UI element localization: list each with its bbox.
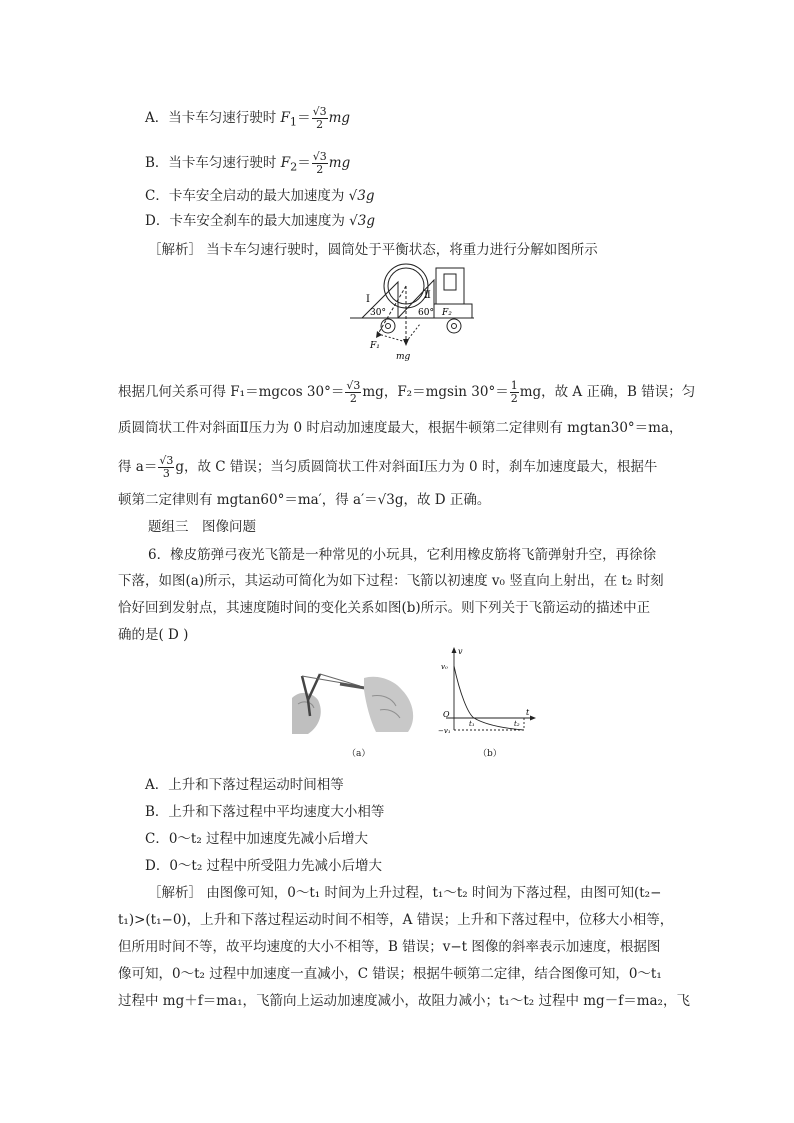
q5-analysis-intro: ［解析］ 当卡车匀速行驶时，圆筒处于平衡状态，将重力进行分解如图所示 xyxy=(148,242,598,258)
q6-analysis-line4: 像可知，0～t₂ 过程中加速度一直减小，C 错误；根据牛顿第二定律，结合图像可知，0～t₁ xyxy=(118,966,662,982)
option-a-text: A．当卡车匀速行驶时 xyxy=(145,110,281,126)
q5-analysis-line4: 顿第二定律则有 mgtan60°＝ma′，得 a′＝√3g，故 D 正确。 xyxy=(118,492,491,508)
option-b-var: F xyxy=(280,155,291,171)
q6-line3: 恰好回到发射点，其速度随时间的变化关系如图(b)所示。则下列关于飞箭运动的描述中正 xyxy=(118,600,651,616)
label-t1: t₁ xyxy=(469,720,475,728)
option-a-var: F xyxy=(280,110,290,126)
label-v0: v₀ xyxy=(441,663,448,671)
truck-cab xyxy=(436,268,464,304)
truck-front xyxy=(434,304,472,318)
cab-window xyxy=(444,274,456,290)
q5-analysis-line2: 质圆筒状工件对斜面Ⅱ压力为 0 时启动加速度最大，根据牛顿第二定律则有 mgtan30°＝ma， xyxy=(118,420,683,436)
q6-option-a: A．上升和下落过程运动时间相等 xyxy=(145,777,344,793)
q6-analysis-line3: 但所用时间不等，故平均速度的大小不相等，B 错误；v−t 图像的斜率表示加速度，根据图 xyxy=(118,939,661,955)
label-incline-I: Ⅰ xyxy=(366,294,370,305)
option-a-mg: mg xyxy=(328,110,351,126)
label-t: t xyxy=(526,708,530,717)
f1-arrow-icon xyxy=(376,331,382,338)
label-f1: F₁ xyxy=(370,341,380,351)
q6-analysis-line5: 过程中 mg＋f＝ma₁，飞箭向上运动加速度减小，故阻力减小；t₁～t₂ 过程中 mg－f＝ma₂，飞 xyxy=(118,993,690,1009)
option-c: C．卡车安全启动的最大加速度为 √3g xyxy=(145,188,375,204)
option-a-eq: ＝ xyxy=(297,110,311,126)
mg-arrow-icon xyxy=(403,339,409,346)
angle-60: 60° xyxy=(418,308,434,318)
q5-analysis-line3: 得 a＝ $\frac{√3}{3}$ g，故 C 错误；当匀质圆筒状工件对斜面Ⅰ压力为 0 时，刹车加速度最大，根据牛 xyxy=(118,454,658,480)
label-mg: mg xyxy=(396,352,411,362)
option-b-sub: 2 xyxy=(290,160,298,174)
slingshot-photo xyxy=(290,660,430,738)
label-t2: t₂ xyxy=(514,720,520,728)
caption-b: （b） xyxy=(478,749,502,759)
q6-option-c: C．0～t₂ 过程中加速度先减小后增大 xyxy=(145,831,369,847)
option-a-fraction: $\frac{√3}{2}$ xyxy=(312,105,327,131)
option-b-eq: ＝ xyxy=(297,155,311,171)
option-d-math: √3g xyxy=(349,213,375,229)
label-neg-v1: −v₁ xyxy=(438,727,451,735)
option-b-mg: mg xyxy=(328,155,351,171)
v-t-graph xyxy=(436,644,536,740)
option-d: D．卡车安全刹车的最大加速度为 √3g xyxy=(145,213,375,229)
label-origin: O xyxy=(443,710,450,719)
label-incline-II: Ⅱ xyxy=(424,290,431,301)
caption-a: （a） xyxy=(347,749,371,759)
frac-sqrt3-over-2: $\frac{√3}{2}$ xyxy=(346,379,361,405)
option-c-math: √3g xyxy=(348,188,375,204)
q6-analysis-line2: t₁)>(t₁−0)，上升和下落过程运动时间不相等，A 错误；上升和下落过程中，位移大小相等， xyxy=(118,912,674,928)
q6-line1: 6．橡皮筋弹弓夜光飞箭是一种常见的小玩具，它利用橡皮筋将飞箭弹射升空，再徐徐 xyxy=(148,547,657,563)
option-b xyxy=(145,151,350,178)
section-title: 题组三 图像问题 xyxy=(148,519,256,535)
front-wheel xyxy=(447,319,461,333)
q6-line2: 下落，如图(a)所示，其运动可简化为如下过程：飞箭以初速度 v₀ 竖直向上射出，在 t₂ 时刻 xyxy=(118,573,664,589)
frac-sqrt3-over-3: $\frac{√3}{3}$ xyxy=(159,454,174,480)
q6-analysis-line1: ［解析］ 由图像可知，0～t₁ 时间为上升过程，t₁～t₂ 时间为下落过程，由图可知(t₂− xyxy=(148,885,662,901)
label-v: v xyxy=(458,647,463,656)
t-axis-arrow-icon xyxy=(530,716,536,721)
truck-force-diagram xyxy=(348,262,476,364)
q6-line4: 确的是( D ) xyxy=(118,627,189,643)
angle-30: 30° xyxy=(370,308,386,318)
option-b-text: B．当卡车匀速行驶时 xyxy=(145,155,281,171)
q5-analysis-line1: 根据几何关系可得 F₁＝mgcos 30°＝ $\frac{√3}{2}$ mg，F₂＝mgsin 30°＝ $\frac{1}{2}$ mg，故 A 正确，B 错误；匀 xyxy=(118,379,696,405)
option-b-fraction: $\frac{√3}{2}$ xyxy=(312,150,327,176)
v-axis-arrow-icon xyxy=(452,647,457,653)
frac-1-over-2: $\frac{1}{2}$ xyxy=(510,379,518,405)
q6-option-b: B．上升和下落过程中平均速度大小相等 xyxy=(145,804,385,820)
q6-option-d: D．0～t₂ 过程中所受阻力先减小后增大 xyxy=(145,858,383,874)
option-a xyxy=(145,106,350,133)
label-f2: F₂ xyxy=(442,308,452,318)
option-a-sub: 1 xyxy=(289,115,298,129)
